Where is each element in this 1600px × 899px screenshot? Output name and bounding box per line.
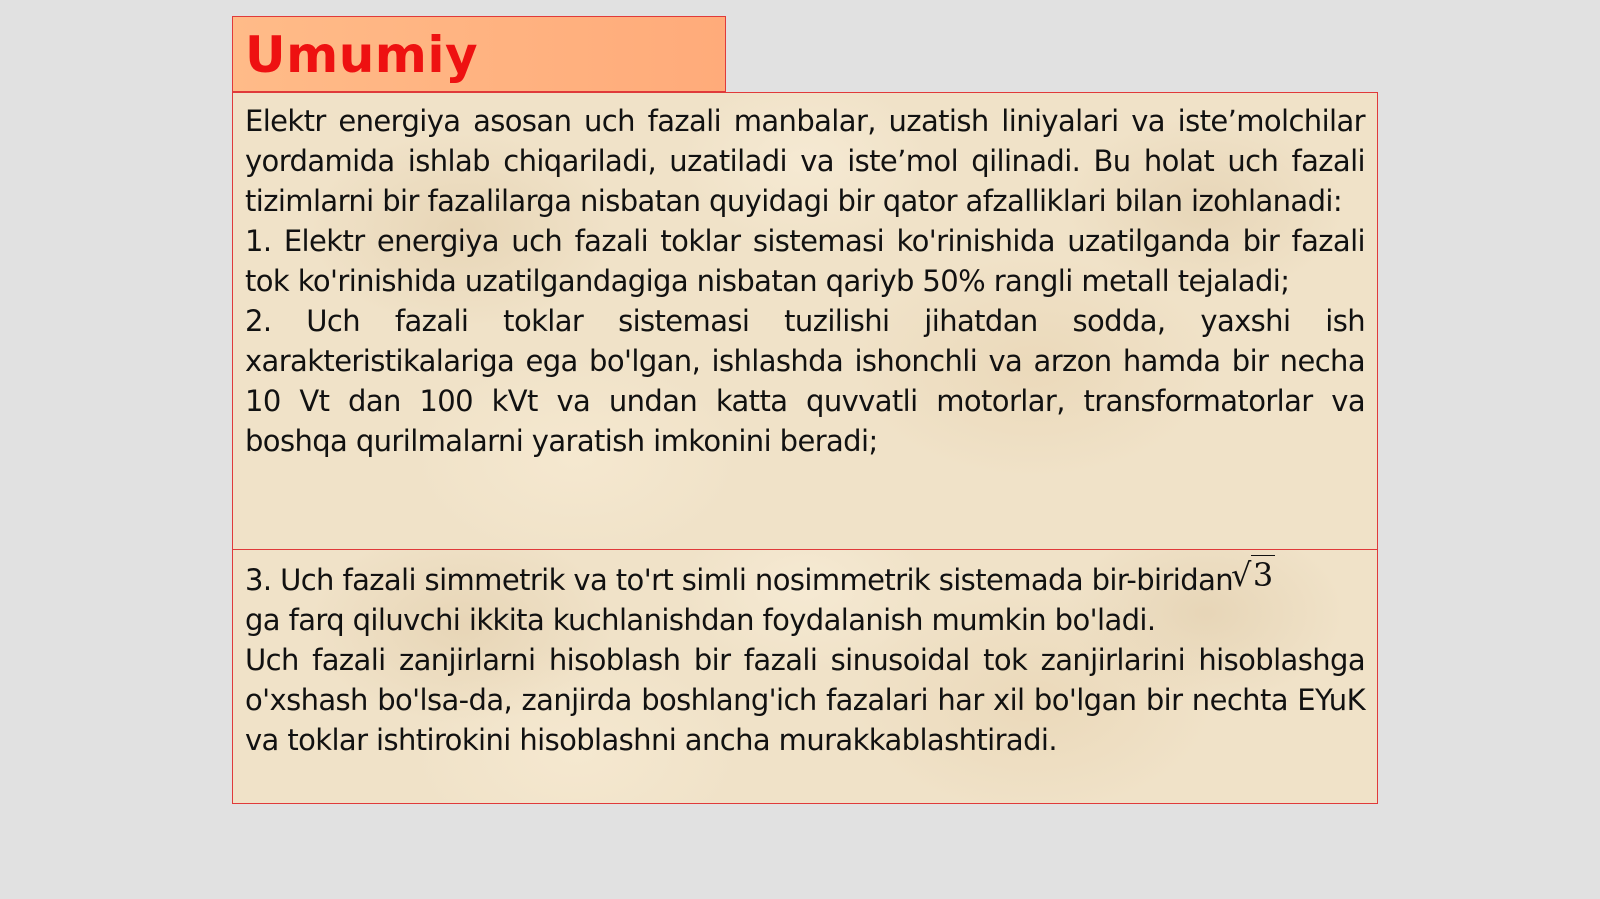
sqrt-radicand: 3 <box>1252 556 1273 594</box>
intro-paragraph: Elektr energiya asosan uch fazali manbalar, uzatish liniyalari va iste’molchilar yordamida ishlab chiqariladi, uzatiladi va iste’mol qilinadi. Bu holat uch fazali tizimlarni bir fazalilarga nisbatan quyidagi bir qator afzalliklari bilan izohlanadi: <box>245 104 1365 218</box>
calculation-paragraph: Uch fazali zanjirlarni hisoblash bir fazali sinusoidal tok zanjirlarini hisoblashga o'xshash bo'lsa-da, zanjirda boshlang'ich fazalari har xil bo'lgan bir nechta EYuK va toklar ishtirokini hisoblashni ancha murakkablashtiradi. <box>245 643 1365 757</box>
slide-title: Umumiy <box>245 26 479 84</box>
text-block-secondary <box>245 556 1365 760</box>
content-box-secondary <box>232 549 1378 804</box>
point-2-paragraph: 2. Uch fazali toklar sistemasi tuzilishi jihatdan sodda, yaxshi ish xarakteristikalariga ega bo'lgan, ishlashda ishonchli va arzon hamda bir necha 10 Vt dan 100 kVt va undan katta quvvatli motorlar, transformatorlar va boshqa qurilmalarni yaratish imkonini beradi; <box>245 304 1365 458</box>
sqrt-three-formula <box>1231 556 1275 594</box>
title-box <box>232 16 726 92</box>
sqrt-sign: √ <box>1231 556 1251 594</box>
point-1-paragraph: 1. Elektr energiya uch fazali toklar sistemasi ko'rinishida uzatilganda bir fazali tok ko'rinishida uzatilgandagiga nisbatan qariyb 50% rangli metall tejaladi; <box>245 224 1365 298</box>
point-3-text: 3. Uch fazali simmetrik va to'rt simli nosimmetrik sistemada bir-biridan <box>245 563 1234 597</box>
point-3-paragraph <box>245 556 1365 640</box>
content-box-main <box>232 92 1378 550</box>
point-3-continuation: ga farq qiluvchi ikkita kuchlanishdan foydalanish mumkin bo'ladi. <box>245 603 1156 637</box>
text-block-main <box>245 101 1365 461</box>
